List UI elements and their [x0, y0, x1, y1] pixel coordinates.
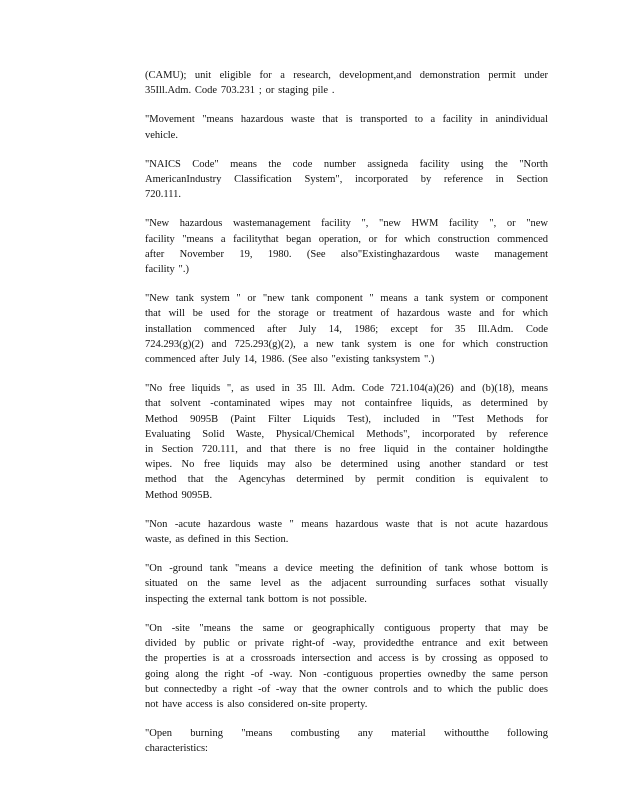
- paragraph-on-site: [145, 621, 548, 712]
- paragraph-line: "Open burning "means combusting any material withoutthe following: [145, 728, 548, 740]
- paragraph-line: Method 9095B (Paint Filter Liquids Test), included in "Test Methods for: [145, 413, 548, 425]
- paragraph-line: facility "means a facilitythat began operation, or for which construction commenced: [145, 233, 548, 245]
- paragraph-non-acute-hazardous-waste: [145, 517, 548, 547]
- paragraph-new-tank-system: [145, 291, 548, 367]
- paragraph-line: "On -ground tank "means a device meeting the definition of tank whose bottom is: [145, 563, 548, 575]
- paragraph-line: the properties is at a crossroads intersection and access is by crossing as opposed to: [145, 653, 548, 665]
- paragraph-movement: [145, 112, 548, 142]
- paragraph-line: facility ".): [145, 264, 189, 276]
- paragraph-line: installation commenced after July 14, 1986; except for 35 Ill.Adm. Code: [145, 323, 548, 335]
- paragraph-line: 720.111.: [145, 189, 181, 201]
- paragraph-line: Evaluating Solid Waste, Physical/Chemical Methods", incorporated by reference: [145, 428, 548, 440]
- paragraph-naics-code: [145, 157, 548, 203]
- paragraph-line: not have access is also considered on-site property.: [145, 698, 368, 710]
- paragraph-line: "New hazardous wastemanagement facility ", "new HWM facility ", or "new: [145, 218, 548, 230]
- text-column: [145, 68, 548, 771]
- paragraph-line: waste, as defined in this Section.: [145, 534, 289, 546]
- paragraph-line: "NAICS Code" means the code number assigneda facility using the "North: [145, 158, 548, 170]
- paragraph-line: "No free liquids ", as used in 35 Ill. Adm. Code 721.104(a)(26) and (b)(18), means: [145, 383, 548, 395]
- paragraph-line: but connectedby a right -of -way that the owner controls and to which the public does: [145, 683, 548, 695]
- paragraph-line: "Non -acute hazardous waste " means hazardous waste that is not acute hazardous: [145, 518, 548, 530]
- paragraph-line: Method 9095B.: [145, 489, 213, 501]
- paragraph-line: "New tank system " or "new tank component " means a tank system or component: [145, 293, 548, 305]
- paragraph-line: characteristics:: [145, 743, 208, 755]
- paragraph-line: "On -site "means the same or geographically contiguous property that may be: [145, 622, 548, 634]
- paragraph-new-hazardous-waste-management-facility: [145, 216, 548, 277]
- paragraph-line: inspecting the external tank bottom is not possible.: [145, 593, 367, 605]
- paragraph-line: method that the Agencyhas determined by permit condition is equivalent to: [145, 474, 548, 486]
- paragraph-camu: [145, 68, 548, 98]
- paragraph-line: going along the right -of -way. Non -contiguous properties ownedby the same person: [145, 668, 548, 680]
- paragraph-line: "Movement "means hazardous waste that is transported to a facility in anindividual: [145, 114, 548, 126]
- paragraph-line: wipes. No free liquids may also be determined using another standard or test: [145, 459, 548, 471]
- paragraph-line: that will be used for the storage or treatment of hazardous waste and for which: [145, 308, 548, 320]
- paragraph-line: 35Ill.Adm. Code 703.231 ; or staging pile .: [145, 85, 335, 97]
- paragraph-on-ground-tank: [145, 561, 548, 607]
- paragraph-line: (CAMU); unit eligible for a research, development,and demonstration permit under: [145, 70, 548, 81]
- paragraph-line: divided by public or private right-of -way, providedthe entrance and exit between: [145, 638, 548, 650]
- paragraph-line: that solvent -contaminated wipes may not containfree liquids, as determined by: [145, 398, 548, 410]
- paragraph-line: after November 19, 1980. (See also"Existinghazardous waste management: [145, 248, 548, 260]
- paragraph-line: in Section 720.111, and that there is no free liquid in the container holdingthe: [145, 444, 548, 456]
- paragraph-line: AmericanIndustry Classification System", incorporated by reference in Section: [145, 174, 548, 186]
- paragraph-no-free-liquids: [145, 381, 548, 503]
- paragraph-line: 724.293(g)(2) and 725.293(g)(2), a new tank system is one for which construction: [145, 338, 548, 350]
- paragraph-line: vehicle.: [145, 129, 178, 141]
- paragraph-open-burning: [145, 726, 548, 756]
- paragraph-line: situated on the same level as the adjacent surrounding surfaces sothat visually: [145, 578, 548, 590]
- paragraph-line: commenced after July 14, 1986. (See also "existing tanksystem ".): [145, 354, 435, 366]
